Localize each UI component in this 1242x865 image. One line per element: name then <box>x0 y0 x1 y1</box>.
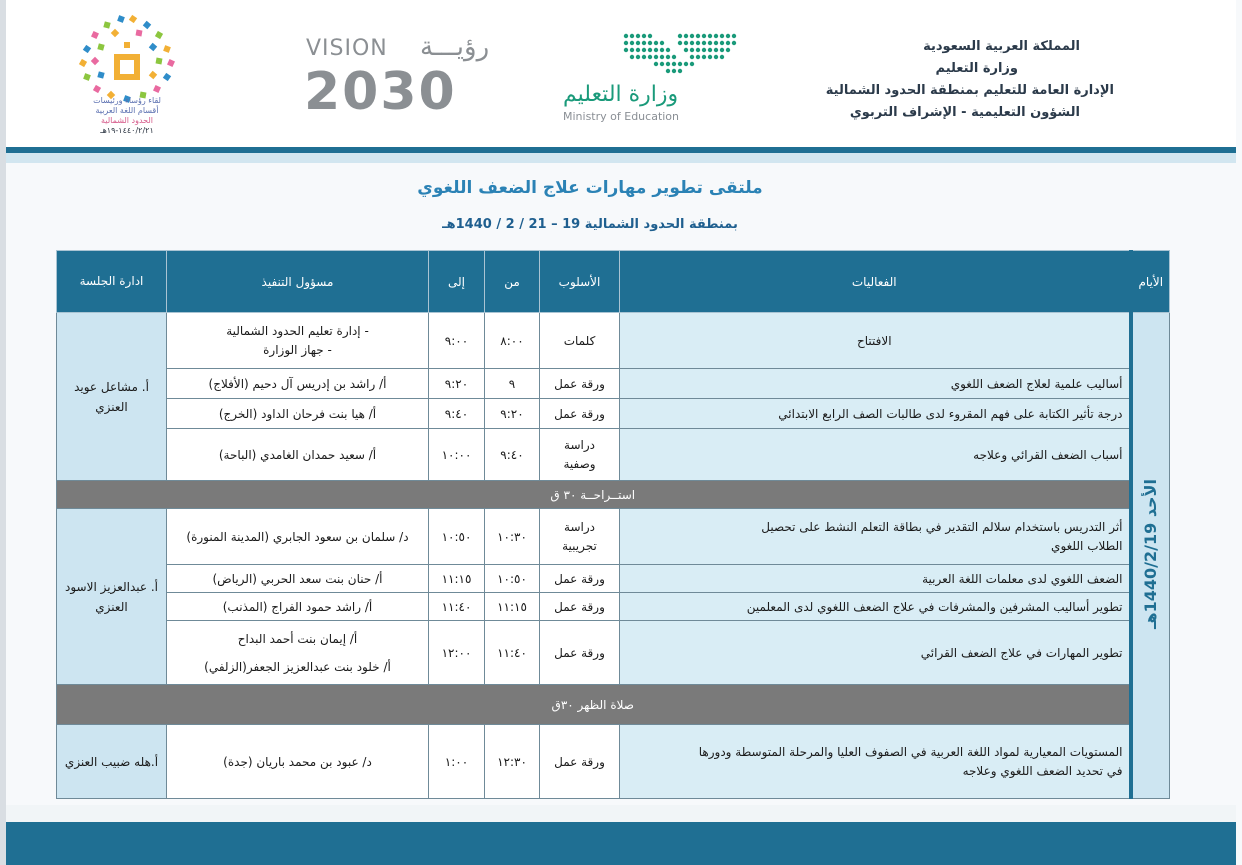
method-cell: ورقة عمل <box>540 369 620 399</box>
table-row <box>57 565 1170 593</box>
session-manager-cell: أ.هله ضبيب العنزي <box>57 725 167 799</box>
responsible-cell: أ/ سعيد حمدان الغامدي (الباحة) <box>167 429 429 481</box>
footer-gap <box>6 805 1236 822</box>
responsible-line: أ/ خلود بنت عبدالعزيز الجعفر(الزلفي) <box>204 659 391 674</box>
method-cell: ورقة عمل <box>540 593 620 621</box>
session-manager-cell: أ. مشاعل عويد العنزي <box>57 313 167 481</box>
table-row <box>57 313 1170 369</box>
from-cell: ١١:٤٠ <box>485 621 540 685</box>
activity-line: أثر التدريس باستخدام سلالم التقدير في بطاقة التعلم النشط على تحصيل <box>761 519 1123 534</box>
vision-year: 2030 <box>304 62 457 122</box>
header-session-manager: ادارة الجلسة <box>57 251 167 313</box>
from-cell: ٩ <box>485 369 540 399</box>
to-cell: ١٠:٠٠ <box>429 429 485 481</box>
table-row <box>57 429 1170 481</box>
ministry-logo-english: Ministry of Education <box>563 110 680 123</box>
break-cell: صلاة الظهر ٣٠ق <box>57 685 1131 725</box>
meeting-logo-caption <box>66 96 188 136</box>
ministry-line-directorate: الإدارة العامة للتعليم بمنطقة الحدود الشمالية <box>825 83 1114 98</box>
from-cell: ٩:٤٠ <box>485 429 540 481</box>
method-line: دراسة <box>564 437 595 452</box>
ministry-text <box>754 36 1114 124</box>
to-cell: ١١:٤٠ <box>429 593 485 621</box>
header-responsible: مسؤول التنفيذ <box>167 251 429 313</box>
ministry-logo-arabic: وزارة التعليم <box>563 82 679 107</box>
header-method: الأسلوب <box>540 251 620 313</box>
vision-arabic-label: رؤيـــة <box>420 32 490 62</box>
to-cell: ١١:١٥ <box>429 565 485 593</box>
to-cell: ١٠:٥٠ <box>429 509 485 565</box>
method-cell: ورقة عمل <box>540 399 620 429</box>
break-row <box>57 685 1170 725</box>
responsible-cell: د/ عبود بن محمد باريان (جدة) <box>167 725 429 799</box>
meeting-caption-line: لقاء رؤساء ورئيسات <box>93 96 161 105</box>
header-divider-light <box>6 153 1236 163</box>
from-cell: ١٠:٥٠ <box>485 565 540 593</box>
from-cell: ٩:٢٠ <box>485 399 540 429</box>
method-line: دراسة <box>564 519 595 534</box>
activity-cell: تطوير المهارات في علاج الضعف القرائي <box>620 621 1131 685</box>
page-subtitle: بمنطقة الحدود الشمالية 19 – 21 / 2 / 1440هـ <box>442 217 738 232</box>
responsible-cell: أ/ راشد بن إدريس آل دحيم (الأفلاج) <box>167 369 429 399</box>
meeting-caption-line: أقسام اللغة العربية <box>95 106 159 115</box>
responsible-cell: أ/ هيا بنت فرحان الداود (الخرج) <box>167 399 429 429</box>
break-row <box>57 481 1170 509</box>
page-title: ملتقى تطوير مهارات علاج الضعف اللغوي <box>417 178 763 198</box>
table-row <box>57 369 1170 399</box>
from-cell: ١٠:٣٠ <box>485 509 540 565</box>
method-cell <box>540 429 620 481</box>
session-manager-cell: أ. عبدالعزيز الاسود العنزي <box>57 509 167 685</box>
meeting-caption-line: الحدود الشمالية <box>101 116 153 125</box>
to-cell: ٩:٤٠ <box>429 399 485 429</box>
to-cell: ١:٠٠ <box>429 725 485 799</box>
ministry-line-ministry: وزارة التعليم <box>935 61 1018 76</box>
to-cell: ١٢:٠٠ <box>429 621 485 685</box>
activity-cell: درجة تأثير الكتابة على فهم المقروء لدى طالبات الصف الرابع الابتدائي <box>620 399 1131 429</box>
method-cell: ورقة عمل <box>540 565 620 593</box>
table-row <box>57 509 1170 565</box>
activity-line: المستويات المعيارية لمواد اللغة العربية في الصفوف العليا والمرحلة المتوسطة ودورها <box>698 744 1123 759</box>
table-header-row <box>57 251 1170 313</box>
activity-line: في تحديد الضعف اللغوي وعلاجه <box>962 763 1123 778</box>
method-line: وصفية <box>563 456 596 471</box>
method-cell <box>540 509 620 565</box>
ministry-line-affairs: الشؤون التعليمية - الإشراف التربوي <box>849 105 1080 120</box>
activity-line: الطلاب اللغوي <box>1051 538 1123 553</box>
header-from: من <box>485 251 540 313</box>
method-line: تجريبية <box>562 538 597 553</box>
responsible-cell <box>167 313 429 369</box>
header-days: الأيام <box>1131 251 1170 313</box>
responsible-cell: أ/ حنان بنت سعد الحربي (الرياض) <box>167 565 429 593</box>
to-cell: ٩:٠٠ <box>429 313 485 369</box>
activity-cell: أساليب علمية لعلاج الضعف اللغوي <box>620 369 1131 399</box>
method-cell: كلمات <box>540 313 620 369</box>
footer-band <box>6 822 1236 865</box>
table-row <box>57 621 1170 685</box>
table-row <box>57 593 1170 621</box>
day-label: الأحد 1440/2/19هـ <box>1141 478 1161 629</box>
responsible-cell: د/ سلمان بن سعود الجابري (المدينة المنورة) <box>167 509 429 565</box>
header-to: إلى <box>429 251 485 313</box>
responsible-cell <box>167 621 429 685</box>
activity-cell <box>620 725 1131 799</box>
responsible-line: أ/ إيمان بنت أحمد البداح <box>237 631 358 646</box>
ministry-line-country: المملكة العربية السعودية <box>923 39 1080 54</box>
schedule-table <box>56 250 1170 799</box>
break-cell: استــراحــة ٣٠ ق <box>57 481 1131 509</box>
method-cell: ورقة عمل <box>540 621 620 685</box>
activity-cell: أسباب الضعف القرائي وعلاجه <box>620 429 1131 481</box>
header-activities: الفعاليات <box>620 251 1131 313</box>
table-row <box>57 725 1170 799</box>
activity-cell <box>620 509 1131 565</box>
to-cell: ٩:٢٠ <box>429 369 485 399</box>
from-cell: ٨:٠٠ <box>485 313 540 369</box>
activity-cell: تطوير أساليب المشرفين والمشرفات في علاج الضعف اللغوي لدى المعلمين <box>620 593 1131 621</box>
table-row <box>57 399 1170 429</box>
day-cell <box>1131 313 1170 799</box>
activity-cell: الضعف اللغوي لدى معلمات اللغة العربية <box>620 565 1131 593</box>
from-cell: ١٢:٣٠ <box>485 725 540 799</box>
vision-label: VISION <box>306 36 388 61</box>
activity-cell: الافتتاح <box>620 313 1131 369</box>
vision-2030-logo <box>300 32 490 127</box>
responsible-line: - إدارة تعليم الحدود الشمالية <box>226 323 369 338</box>
responsible-line: - جهاز الوزارة <box>263 342 332 357</box>
responsible-cell: أ/ راشد حمود الفراج (المذنب) <box>167 593 429 621</box>
from-cell: ١١:١٥ <box>485 593 540 621</box>
meeting-caption-line: ١٤٤٠/٢/٢١-١٩هـ <box>100 126 154 135</box>
method-cell: ورقة عمل <box>540 725 620 799</box>
